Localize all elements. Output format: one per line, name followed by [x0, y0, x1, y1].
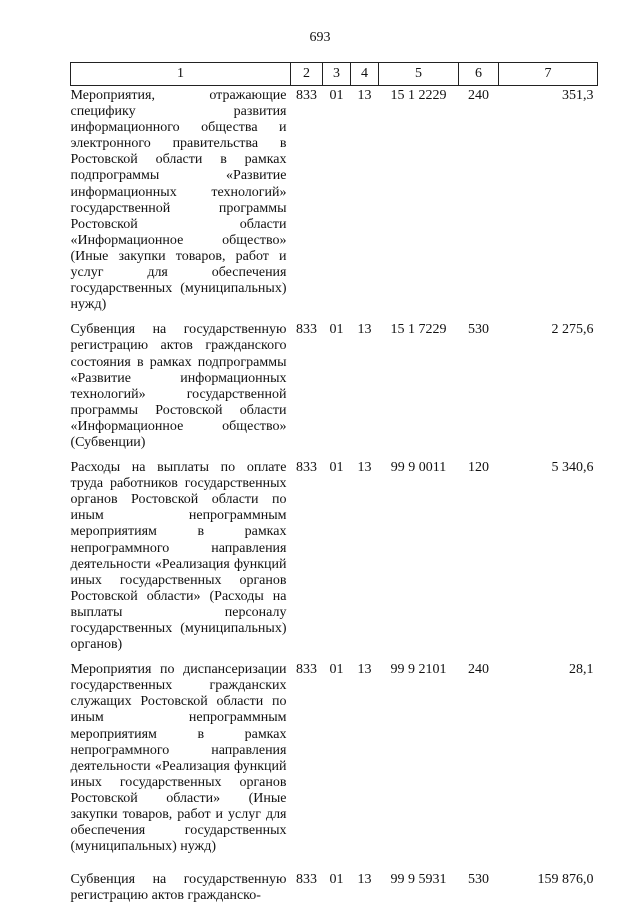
table-row: [71, 460, 598, 662]
row-section: 01: [323, 86, 351, 323]
row-description: Расходы на выплаты по оплате труда работников государственных органов Ростовской области по иным непрограммным мероприятиям в рамках непрограммного направления деятельности «Реализация функций иных государственных органов Ростовской области» (Расходы на выплаты персоналу государственных (муниципальных) органов): [71, 460, 291, 662]
table-row: [71, 662, 598, 872]
row-expense-type: 120: [459, 460, 499, 662]
row-subsection: 13: [351, 872, 379, 913]
table-row: [71, 872, 598, 913]
row-amount: 2 275,6: [499, 322, 598, 460]
row-expense-type: 240: [459, 86, 499, 323]
header-col-5: 5: [379, 63, 459, 86]
row-subsection: 13: [351, 322, 379, 460]
row-description: Субвенция на государственную регистрацию актов гражданско-: [71, 872, 291, 913]
row-section: 01: [323, 662, 351, 872]
header-row: [71, 63, 598, 86]
row-code: 833: [291, 86, 323, 323]
row-code: 833: [291, 872, 323, 913]
row-expense-type: 240: [459, 662, 499, 872]
budget-table: [70, 62, 598, 913]
row-description: Мероприятия, отражающие специфику развития информационного общества и электронного правительства в Ростовской области в рамках подпрограммы «Развитие информационных технологий» государственной программы Ростовской области «Информационное общество» (Иные закупки товаров, работ и услуг для обеспечения государственных (муниципальных) нужд): [71, 86, 291, 323]
row-code: 833: [291, 662, 323, 872]
row-subsection: 13: [351, 662, 379, 872]
header-col-3: 3: [323, 63, 351, 86]
row-amount: 28,1: [499, 662, 598, 872]
table-body: [71, 86, 598, 913]
row-target-article: 99 9 5931: [379, 872, 459, 913]
row-amount: 5 340,6: [499, 460, 598, 662]
row-section: 01: [323, 460, 351, 662]
row-amount: 159 876,0: [499, 872, 598, 913]
row-section: 01: [323, 872, 351, 913]
table-header: [71, 63, 598, 86]
row-subsection: 13: [351, 86, 379, 323]
row-description: Субвенция на государственную регистрацию актов гражданского состояния в рамках подпрограммы «Развитие информационных технологий» государственной программы Ростовской области «Информационное общество» (Субвенции): [71, 322, 291, 460]
header-col-7: 7: [499, 63, 598, 86]
row-target-article: 99 9 2101: [379, 662, 459, 872]
row-code: 833: [291, 460, 323, 662]
row-amount: 351,3: [499, 86, 598, 323]
row-expense-type: 530: [459, 322, 499, 460]
header-col-6: 6: [459, 63, 499, 86]
row-expense-type: 530: [459, 872, 499, 913]
row-target-article: 15 1 7229: [379, 322, 459, 460]
row-section: 01: [323, 322, 351, 460]
page-number: 693: [0, 30, 640, 46]
row-code: 833: [291, 322, 323, 460]
table-row: [71, 322, 598, 460]
row-target-article: 99 9 0011: [379, 460, 459, 662]
header-col-4: 4: [351, 63, 379, 86]
row-target-article: 15 1 2229: [379, 86, 459, 323]
row-description: Мероприятия по диспансеризации государственных гражданских служащих Ростовской области по иным непрограммным мероприятиям в рамках непрограммного направления деятельности «Реализация функций иных государственных органов Ростовской области» (Иные закупки товаров, работ и услуг для обеспечения государственных (муниципальных) нужд): [71, 662, 291, 872]
header-col-2: 2: [291, 63, 323, 86]
header-col-1: 1: [71, 63, 291, 86]
table-row: [71, 86, 598, 323]
row-subsection: 13: [351, 460, 379, 662]
